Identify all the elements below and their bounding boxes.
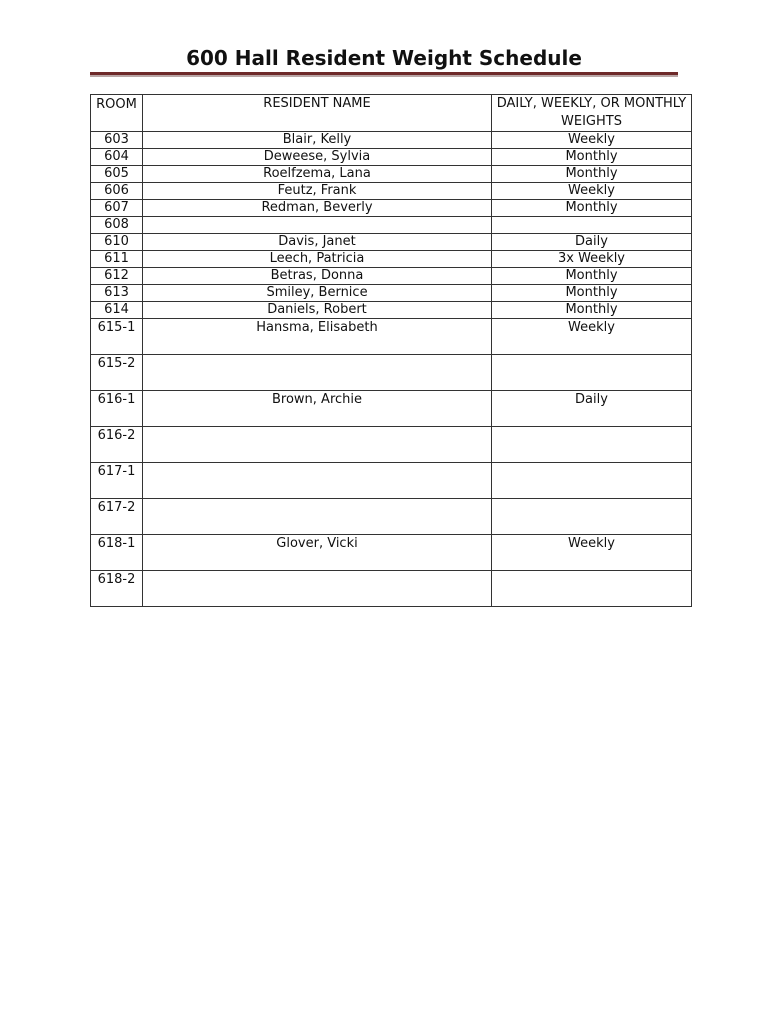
weight-frequency-cell: Weekly [492, 319, 692, 355]
table-row [91, 166, 692, 183]
room-cell: 606 [91, 183, 143, 200]
resident-name-cell: Roelfzema, Lana [143, 166, 492, 183]
resident-name-cell [143, 217, 492, 234]
table-row [91, 149, 692, 166]
room-cell: 618-1 [91, 535, 143, 571]
weight-frequency-cell [492, 463, 692, 499]
table-row [91, 391, 692, 427]
weight-schedule-table [90, 94, 692, 607]
resident-name-cell: Hansma, Elisabeth [143, 319, 492, 355]
table-row [91, 268, 692, 285]
weight-frequency-cell: Weekly [492, 535, 692, 571]
table-row [91, 200, 692, 217]
page-title: 600 Hall Resident Weight Schedule [186, 46, 582, 70]
resident-name-cell: Betras, Donna [143, 268, 492, 285]
weight-frequency-cell [492, 499, 692, 535]
weight-frequency-column-header: DAILY, WEEKLY, OR MONTHLY WEIGHTS [492, 95, 692, 132]
weight-frequency-cell: Monthly [492, 285, 692, 302]
room-cell: 603 [91, 132, 143, 149]
room-cell: 615-2 [91, 355, 143, 391]
table-row [91, 217, 692, 234]
weight-frequency-cell: Monthly [492, 200, 692, 217]
resident-name-column-header: RESIDENT NAME [143, 95, 492, 132]
resident-name-cell: Deweese, Sylvia [143, 149, 492, 166]
table-header-row [91, 95, 692, 132]
table-row [91, 319, 692, 355]
resident-name-cell [143, 355, 492, 391]
table-row [91, 355, 692, 391]
weight-frequency-cell: 3x Weekly [492, 251, 692, 268]
table-row [91, 427, 692, 463]
room-cell: 615-1 [91, 319, 143, 355]
room-cell: 616-2 [91, 427, 143, 463]
room-cell: 605 [91, 166, 143, 183]
room-cell: 614 [91, 302, 143, 319]
title-divider [90, 72, 678, 77]
resident-name-cell [143, 499, 492, 535]
room-column-header: ROOM [91, 95, 143, 132]
resident-name-cell [143, 571, 492, 607]
resident-name-cell: Brown, Archie [143, 391, 492, 427]
table-row [91, 535, 692, 571]
table-row [91, 302, 692, 319]
weight-frequency-cell: Daily [492, 234, 692, 251]
table-row [91, 285, 692, 302]
resident-name-cell: Feutz, Frank [143, 183, 492, 200]
room-cell: 608 [91, 217, 143, 234]
weight-frequency-cell: Weekly [492, 132, 692, 149]
room-cell: 611 [91, 251, 143, 268]
room-cell: 616-1 [91, 391, 143, 427]
table-row [91, 234, 692, 251]
table-row [91, 571, 692, 607]
weight-frequency-cell [492, 571, 692, 607]
room-cell: 617-2 [91, 499, 143, 535]
weight-frequency-cell [492, 427, 692, 463]
resident-name-cell [143, 463, 492, 499]
resident-name-cell [143, 427, 492, 463]
table-row [91, 183, 692, 200]
weight-frequency-cell: Daily [492, 391, 692, 427]
resident-name-cell: Daniels, Robert [143, 302, 492, 319]
resident-name-cell: Blair, Kelly [143, 132, 492, 149]
weight-frequency-cell: Weekly [492, 183, 692, 200]
weight-frequency-cell: Monthly [492, 166, 692, 183]
room-cell: 617-1 [91, 463, 143, 499]
weight-frequency-cell [492, 355, 692, 391]
weight-frequency-cell: Monthly [492, 268, 692, 285]
table-row [91, 251, 692, 268]
resident-name-cell: Redman, Beverly [143, 200, 492, 217]
table-row [91, 463, 692, 499]
resident-name-cell: Smiley, Bernice [143, 285, 492, 302]
resident-name-cell: Leech, Patricia [143, 251, 492, 268]
room-cell: 613 [91, 285, 143, 302]
weight-frequency-cell: Monthly [492, 149, 692, 166]
table-row [91, 132, 692, 149]
room-cell: 612 [91, 268, 143, 285]
resident-name-cell: Glover, Vicki [143, 535, 492, 571]
resident-name-cell: Davis, Janet [143, 234, 492, 251]
weight-frequency-cell: Monthly [492, 302, 692, 319]
room-cell: 604 [91, 149, 143, 166]
table-row [91, 499, 692, 535]
room-cell: 618-2 [91, 571, 143, 607]
room-cell: 610 [91, 234, 143, 251]
weight-frequency-cell [492, 217, 692, 234]
room-cell: 607 [91, 200, 143, 217]
